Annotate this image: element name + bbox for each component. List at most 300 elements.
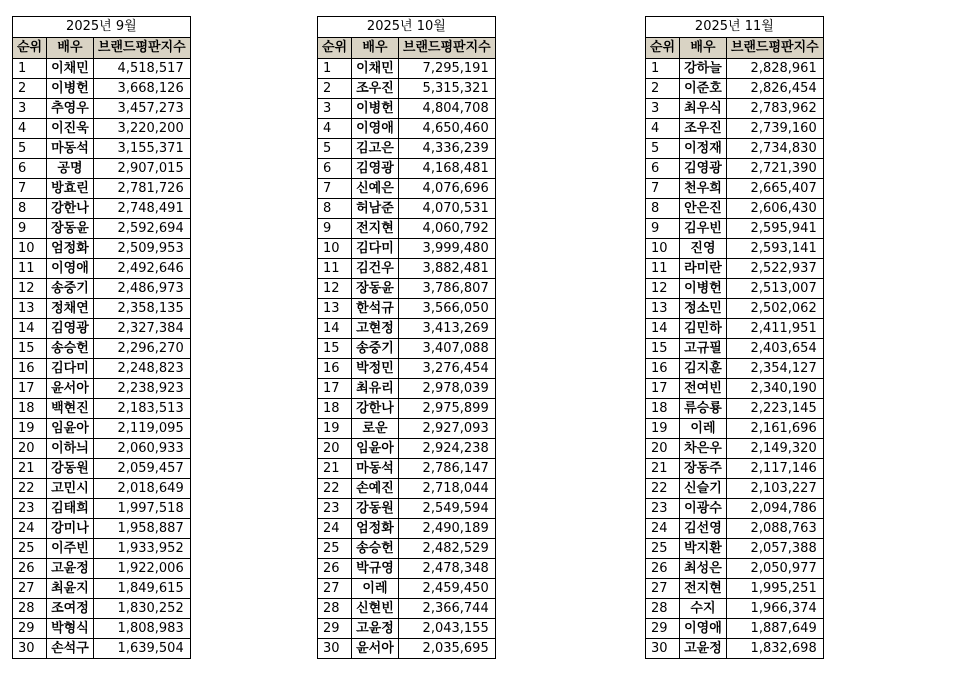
score-cell: 2,117,146 (726, 459, 823, 479)
actor-cell: 고현정 (352, 319, 399, 339)
table-row (318, 119, 496, 139)
actor-cell: 장동윤 (352, 279, 399, 299)
score-cell: 4,070,531 (398, 199, 495, 219)
month-title: 2025년 11월 (646, 17, 824, 38)
rank-cell: 18 (318, 399, 352, 419)
score-cell: 2,595,941 (726, 219, 823, 239)
table-row (646, 639, 824, 659)
score-cell: 1,933,952 (93, 539, 190, 559)
score-cell: 1,995,251 (726, 579, 823, 599)
actor-cell: 고윤정 (680, 639, 727, 659)
rank-cell: 27 (13, 579, 47, 599)
score-cell: 2,482,529 (398, 539, 495, 559)
actor-cell: 김다미 (47, 359, 94, 379)
table-row (13, 539, 191, 559)
rank-cell: 14 (13, 319, 47, 339)
score-cell: 2,459,450 (398, 579, 495, 599)
actor-cell: 최윤지 (47, 579, 94, 599)
actor-cell: 이하늬 (47, 439, 94, 459)
actor-cell: 김태희 (47, 499, 94, 519)
table-row (13, 619, 191, 639)
score-cell: 1,966,374 (726, 599, 823, 619)
actor-cell: 이광수 (680, 499, 727, 519)
actor-cell: 이채민 (47, 59, 94, 79)
rank-cell: 22 (318, 479, 352, 499)
score-cell: 4,076,696 (398, 179, 495, 199)
rank-cell: 17 (318, 379, 352, 399)
rank-cell: 26 (13, 559, 47, 579)
actor-cell: 공명 (47, 159, 94, 179)
rank-cell: 17 (13, 379, 47, 399)
score-cell: 2,826,454 (726, 79, 823, 99)
actor-cell: 방효린 (47, 179, 94, 199)
rank-cell: 5 (13, 139, 47, 159)
rank-cell: 12 (13, 279, 47, 299)
table-row (318, 539, 496, 559)
score-cell: 1,958,887 (93, 519, 190, 539)
rank-cell: 8 (318, 199, 352, 219)
actor-cell: 조여정 (47, 599, 94, 619)
table-row (318, 299, 496, 319)
score-cell: 2,035,695 (398, 639, 495, 659)
table-row (13, 459, 191, 479)
rank-cell: 21 (13, 459, 47, 479)
rank-cell: 2 (646, 79, 680, 99)
score-cell: 2,975,899 (398, 399, 495, 419)
actor-cell: 임윤아 (352, 439, 399, 459)
rank-cell: 20 (13, 439, 47, 459)
score-cell: 2,296,270 (93, 339, 190, 359)
table-row (13, 79, 191, 99)
actor-cell: 김우빈 (680, 219, 727, 239)
score-cell: 2,183,513 (93, 399, 190, 419)
score-cell: 2,490,189 (398, 519, 495, 539)
rank-cell: 13 (646, 299, 680, 319)
rank-cell: 14 (646, 319, 680, 339)
score-cell: 2,248,823 (93, 359, 190, 379)
score-cell: 3,413,269 (398, 319, 495, 339)
rank-cell: 4 (318, 119, 352, 139)
table-row (646, 299, 824, 319)
rank-cell: 10 (13, 239, 47, 259)
table-row (318, 419, 496, 439)
table-row (13, 59, 191, 79)
table-row (646, 319, 824, 339)
table-row (318, 79, 496, 99)
ranking-table-3 (645, 16, 824, 659)
table-row (646, 379, 824, 399)
actor-cell: 송중기 (47, 279, 94, 299)
table-row (646, 399, 824, 419)
table-row (13, 499, 191, 519)
month-title: 2025년 10월 (318, 17, 496, 38)
rank-cell: 23 (318, 499, 352, 519)
actor-cell: 박규영 (352, 559, 399, 579)
rank-cell: 12 (646, 279, 680, 299)
actor-cell: 이주빈 (47, 539, 94, 559)
actor-cell: 고규필 (680, 339, 727, 359)
actor-cell: 김선영 (680, 519, 727, 539)
table-row (13, 319, 191, 339)
rank-cell: 30 (646, 639, 680, 659)
score-cell: 2,018,649 (93, 479, 190, 499)
rank-cell: 6 (13, 159, 47, 179)
rank-cell: 2 (318, 79, 352, 99)
score-cell: 4,336,239 (398, 139, 495, 159)
score-cell: 2,927,093 (398, 419, 495, 439)
actor-cell: 김영광 (47, 319, 94, 339)
rank-cell: 24 (318, 519, 352, 539)
actor-cell: 강동원 (352, 499, 399, 519)
rank-cell: 29 (318, 619, 352, 639)
table-row (646, 179, 824, 199)
table-row (318, 459, 496, 479)
table-row (318, 159, 496, 179)
actor-cell: 김다미 (352, 239, 399, 259)
actor-cell: 수지 (680, 599, 727, 619)
table-row (646, 439, 824, 459)
rank-cell: 27 (318, 579, 352, 599)
actor-cell: 강미나 (47, 519, 94, 539)
table-row (13, 199, 191, 219)
rank-cell: 18 (13, 399, 47, 419)
table-row (646, 159, 824, 179)
score-cell: 4,060,792 (398, 219, 495, 239)
actor-header: 배우 (680, 38, 727, 59)
actor-cell: 강동원 (47, 459, 94, 479)
table-row (318, 479, 496, 499)
rank-cell: 3 (318, 99, 352, 119)
rank-cell: 20 (646, 439, 680, 459)
rank-cell: 16 (318, 359, 352, 379)
actor-cell: 고윤정 (47, 559, 94, 579)
rank-cell: 22 (13, 479, 47, 499)
score-cell: 2,103,227 (726, 479, 823, 499)
score-cell: 2,327,384 (93, 319, 190, 339)
table-row (646, 239, 824, 259)
actor-cell: 이진욱 (47, 119, 94, 139)
table-row (13, 579, 191, 599)
table-row (646, 559, 824, 579)
table-row (318, 339, 496, 359)
actor-cell: 김건우 (352, 259, 399, 279)
table-row (318, 619, 496, 639)
score-cell: 3,276,454 (398, 359, 495, 379)
actor-cell: 김영광 (680, 159, 727, 179)
actor-cell: 정채연 (47, 299, 94, 319)
rank-cell: 25 (318, 539, 352, 559)
rank-header: 순위 (646, 38, 680, 59)
table-row (13, 259, 191, 279)
actor-cell: 박형식 (47, 619, 94, 639)
actor-cell: 강한나 (352, 399, 399, 419)
score-cell: 2,513,007 (726, 279, 823, 299)
table-row (13, 299, 191, 319)
ranking-table-2 (317, 16, 496, 659)
score-cell: 2,739,160 (726, 119, 823, 139)
rank-cell: 16 (646, 359, 680, 379)
score-cell: 2,161,696 (726, 419, 823, 439)
table-row (13, 419, 191, 439)
rank-cell: 25 (646, 539, 680, 559)
actor-cell: 신슬기 (680, 479, 727, 499)
actor-cell: 윤서아 (352, 639, 399, 659)
actor-cell: 이병헌 (47, 79, 94, 99)
actor-cell: 류승룡 (680, 399, 727, 419)
rank-cell: 9 (646, 219, 680, 239)
actor-cell: 이레 (680, 419, 727, 439)
actor-cell: 윤서아 (47, 379, 94, 399)
rank-cell: 23 (646, 499, 680, 519)
rank-cell: 9 (318, 219, 352, 239)
table-row (318, 399, 496, 419)
score-cell: 3,786,807 (398, 279, 495, 299)
rank-cell: 8 (646, 199, 680, 219)
score-cell: 2,665,407 (726, 179, 823, 199)
score-cell: 1,849,615 (93, 579, 190, 599)
table-row (13, 639, 191, 659)
rank-cell: 19 (646, 419, 680, 439)
actor-cell: 신예은 (352, 179, 399, 199)
table-row (13, 99, 191, 119)
score-cell: 1,997,518 (93, 499, 190, 519)
score-cell: 2,088,763 (726, 519, 823, 539)
table-row (13, 119, 191, 139)
actor-cell: 백현진 (47, 399, 94, 419)
score-cell: 2,734,830 (726, 139, 823, 159)
actor-cell: 최우식 (680, 99, 727, 119)
rank-cell: 12 (318, 279, 352, 299)
table-row (646, 59, 824, 79)
actor-cell: 송중기 (352, 339, 399, 359)
actor-header: 배우 (47, 38, 94, 59)
table-row (646, 99, 824, 119)
actor-cell: 전지현 (680, 579, 727, 599)
score-cell: 1,639,504 (93, 639, 190, 659)
score-cell: 1,887,649 (726, 619, 823, 639)
table-row (646, 459, 824, 479)
score-cell: 3,566,050 (398, 299, 495, 319)
table-row (13, 439, 191, 459)
rank-cell: 4 (13, 119, 47, 139)
actor-cell: 조우진 (680, 119, 727, 139)
score-cell: 2,238,923 (93, 379, 190, 399)
actor-cell: 송승헌 (352, 539, 399, 559)
score-cell: 1,922,006 (93, 559, 190, 579)
score-cell: 2,478,348 (398, 559, 495, 579)
actor-cell: 김영광 (352, 159, 399, 179)
score-cell: 2,403,654 (726, 339, 823, 359)
rank-cell: 7 (646, 179, 680, 199)
table-row (13, 379, 191, 399)
table-row (13, 239, 191, 259)
score-cell: 1,832,698 (726, 639, 823, 659)
month-title: 2025년 9월 (13, 17, 191, 38)
rank-cell: 19 (318, 419, 352, 439)
rank-cell: 21 (318, 459, 352, 479)
score-cell: 2,486,973 (93, 279, 190, 299)
score-cell: 2,924,238 (398, 439, 495, 459)
actor-cell: 이레 (352, 579, 399, 599)
table-row (646, 479, 824, 499)
score-cell: 2,057,388 (726, 539, 823, 559)
table-row (13, 559, 191, 579)
actor-cell: 김고은 (352, 139, 399, 159)
rank-cell: 5 (646, 139, 680, 159)
rank-cell: 11 (318, 259, 352, 279)
actor-cell: 박정민 (352, 359, 399, 379)
score-cell: 4,804,708 (398, 99, 495, 119)
score-cell: 2,786,147 (398, 459, 495, 479)
actor-cell: 최유리 (352, 379, 399, 399)
table-row (646, 599, 824, 619)
actor-cell: 엄정화 (352, 519, 399, 539)
rank-cell: 4 (646, 119, 680, 139)
score-cell: 2,748,491 (93, 199, 190, 219)
actor-cell: 라미란 (680, 259, 727, 279)
rank-cell: 21 (646, 459, 680, 479)
score-cell: 2,781,726 (93, 179, 190, 199)
table-row (646, 199, 824, 219)
rank-cell: 17 (646, 379, 680, 399)
rank-cell: 26 (646, 559, 680, 579)
rank-cell: 6 (318, 159, 352, 179)
rank-cell: 22 (646, 479, 680, 499)
score-cell: 2,509,953 (93, 239, 190, 259)
actor-cell: 조우진 (352, 79, 399, 99)
rank-cell: 19 (13, 419, 47, 439)
rank-cell: 28 (646, 599, 680, 619)
table-row (13, 339, 191, 359)
table-row (318, 599, 496, 619)
actor-cell: 안은진 (680, 199, 727, 219)
actor-cell: 한석규 (352, 299, 399, 319)
table-row (13, 159, 191, 179)
rank-cell: 16 (13, 359, 47, 379)
table-row (318, 239, 496, 259)
score-cell: 4,518,517 (93, 59, 190, 79)
actor-cell: 고윤정 (352, 619, 399, 639)
table-row (646, 339, 824, 359)
table-row (646, 119, 824, 139)
rank-cell: 1 (646, 59, 680, 79)
actor-cell: 박지환 (680, 539, 727, 559)
rank-cell: 6 (646, 159, 680, 179)
rank-cell: 29 (13, 619, 47, 639)
table-row (318, 99, 496, 119)
actor-cell: 이병헌 (680, 279, 727, 299)
table-row (318, 379, 496, 399)
score-cell: 2,411,951 (726, 319, 823, 339)
actor-cell: 허남준 (352, 199, 399, 219)
actor-cell: 엄정화 (47, 239, 94, 259)
rank-cell: 7 (13, 179, 47, 199)
table-row (13, 599, 191, 619)
rank-cell: 13 (318, 299, 352, 319)
rank-cell: 11 (646, 259, 680, 279)
table-row (646, 219, 824, 239)
score-cell: 3,457,273 (93, 99, 190, 119)
table-row (318, 319, 496, 339)
score-cell: 2,060,933 (93, 439, 190, 459)
score-cell: 1,830,252 (93, 599, 190, 619)
table-row (13, 279, 191, 299)
table-row (13, 219, 191, 239)
score-cell: 3,999,480 (398, 239, 495, 259)
score-cell: 2,358,135 (93, 299, 190, 319)
rank-cell: 2 (13, 79, 47, 99)
actor-cell: 마동석 (352, 459, 399, 479)
actor-cell: 정소민 (680, 299, 727, 319)
rank-header: 순위 (13, 38, 47, 59)
rank-cell: 26 (318, 559, 352, 579)
rank-cell: 3 (646, 99, 680, 119)
score-cell: 2,354,127 (726, 359, 823, 379)
score-cell: 2,718,044 (398, 479, 495, 499)
actor-cell: 로운 (352, 419, 399, 439)
rank-cell: 7 (318, 179, 352, 199)
score-cell: 3,668,126 (93, 79, 190, 99)
rank-cell: 30 (13, 639, 47, 659)
score-cell: 2,094,786 (726, 499, 823, 519)
rank-cell: 9 (13, 219, 47, 239)
score-cell: 3,220,200 (93, 119, 190, 139)
actor-cell: 이영애 (680, 619, 727, 639)
score-cell: 2,606,430 (726, 199, 823, 219)
actor-cell: 임윤아 (47, 419, 94, 439)
score-cell: 2,592,694 (93, 219, 190, 239)
rank-cell: 20 (318, 439, 352, 459)
score-cell: 2,043,155 (398, 619, 495, 639)
actor-cell: 전여빈 (680, 379, 727, 399)
actor-cell: 진영 (680, 239, 727, 259)
table-row (646, 539, 824, 559)
rank-cell: 8 (13, 199, 47, 219)
table-row (13, 399, 191, 419)
rank-cell: 1 (318, 59, 352, 79)
rank-cell: 27 (646, 579, 680, 599)
rank-cell: 30 (318, 639, 352, 659)
table-row (318, 359, 496, 379)
actor-cell: 손석구 (47, 639, 94, 659)
score-cell: 3,407,088 (398, 339, 495, 359)
score-cell: 4,650,460 (398, 119, 495, 139)
actor-cell: 이병헌 (352, 99, 399, 119)
table-row (13, 139, 191, 159)
score-cell: 2,721,390 (726, 159, 823, 179)
score-cell: 2,223,145 (726, 399, 823, 419)
actor-cell: 고민시 (47, 479, 94, 499)
table-row (318, 59, 496, 79)
score-cell: 2,340,190 (726, 379, 823, 399)
table-row (646, 79, 824, 99)
actor-header: 배우 (352, 38, 399, 59)
actor-cell: 장동주 (680, 459, 727, 479)
ranking-table-1 (12, 16, 191, 659)
score-cell: 2,502,062 (726, 299, 823, 319)
score-cell: 2,119,095 (93, 419, 190, 439)
actor-cell: 김지훈 (680, 359, 727, 379)
actor-cell: 강한나 (47, 199, 94, 219)
table-row (646, 499, 824, 519)
table-row (646, 519, 824, 539)
table-row (646, 579, 824, 599)
rank-cell: 18 (646, 399, 680, 419)
actor-cell: 이준호 (680, 79, 727, 99)
rank-cell: 28 (13, 599, 47, 619)
rank-cell: 5 (318, 139, 352, 159)
rank-cell: 28 (318, 599, 352, 619)
